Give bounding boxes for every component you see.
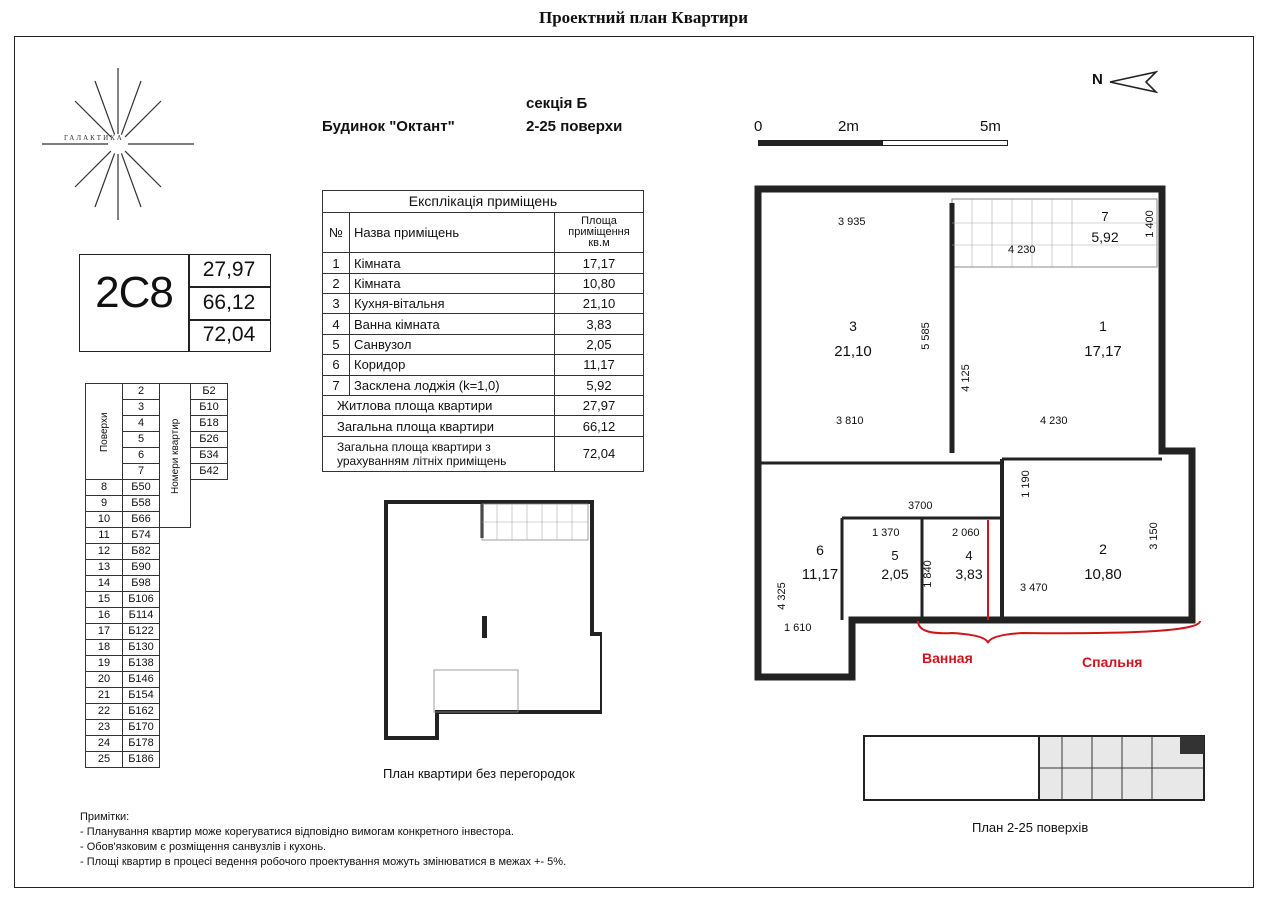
total-name: Загальна площа квартири з урахуванням літніх приміщень xyxy=(323,436,555,471)
room-area: 10,80 xyxy=(1084,566,1122,583)
room-no: 6 xyxy=(323,355,350,375)
floor-number: 18 xyxy=(86,640,123,656)
room-name: Санвузол xyxy=(350,334,555,354)
col-area: Площа приміщення кв.м xyxy=(555,212,644,253)
floor-row xyxy=(86,640,228,656)
floor-number: 21 xyxy=(86,688,123,704)
floor-row xyxy=(86,544,228,560)
room-area: 17,17 xyxy=(555,253,644,273)
room-no: 2 xyxy=(323,273,350,293)
room-area: 17,17 xyxy=(1084,343,1122,360)
room-area: 2,05 xyxy=(555,334,644,354)
room-area: 21,10 xyxy=(834,343,872,360)
col-name: Назва приміщень xyxy=(350,212,555,253)
room-number: 7 xyxy=(1101,209,1109,224)
floor-row xyxy=(86,688,228,704)
dimension-label: 3 810 xyxy=(836,415,864,427)
floor-number: 12 xyxy=(86,544,123,560)
scale-mid: 2m xyxy=(838,118,859,135)
apartment-number: Б170 xyxy=(123,720,160,736)
apartment-number: Б154 xyxy=(123,688,160,704)
dimension-label: 3700 xyxy=(908,500,933,512)
apartment-number: Б42 xyxy=(191,464,228,480)
room-area: 3,83 xyxy=(955,566,983,582)
total-area: 72,04 xyxy=(555,436,644,471)
apartment-number: Б58 xyxy=(123,496,160,512)
scale-bar-fill xyxy=(758,140,883,146)
floor-row xyxy=(86,480,228,496)
dimension-label: 3 470 xyxy=(1020,582,1048,594)
floor-row xyxy=(86,624,228,640)
floor-row xyxy=(86,512,228,528)
floor-row xyxy=(86,656,228,672)
room-area: 5,92 xyxy=(1091,229,1119,245)
apartment-number: Б10 xyxy=(191,400,228,416)
floor-number: 10 xyxy=(86,512,123,528)
room-name: Кухня-вітальня xyxy=(350,294,555,314)
floor-row xyxy=(86,608,228,624)
apartment-number: Б162 xyxy=(123,704,160,720)
room-area: 11,17 xyxy=(801,566,839,583)
floor-overview-plan xyxy=(862,732,1207,804)
floor-number: 8 xyxy=(86,480,123,496)
total-summer-area: 72,04 xyxy=(202,323,256,346)
apartment-number: Б90 xyxy=(123,560,160,576)
floor-number: 20 xyxy=(86,672,123,688)
apartment-number: Б138 xyxy=(123,656,160,672)
code-divider xyxy=(188,319,271,321)
floor-number: 5 xyxy=(123,432,160,448)
dimension-label: 2 060 xyxy=(952,527,980,539)
total-area: 66,12 xyxy=(202,291,256,314)
floor-number: 25 xyxy=(86,752,123,768)
apartment-number: Б130 xyxy=(123,640,160,656)
col-number: № xyxy=(323,212,350,253)
room-no: 4 xyxy=(323,314,350,334)
document-title: Проектний план Квартири xyxy=(538,8,748,27)
dimension-label: 5 585 xyxy=(919,322,932,350)
dimension-label: 1 190 xyxy=(1019,470,1032,498)
room-number: 4 xyxy=(965,548,973,563)
floor-number: 16 xyxy=(86,608,123,624)
logo-text: ГАЛАКТИКА xyxy=(64,134,124,142)
explication-row xyxy=(323,355,644,375)
apartment-number: Б82 xyxy=(123,544,160,560)
dimension-label: 4 125 xyxy=(959,364,972,392)
scale-zero: 0 xyxy=(754,118,763,135)
room-no: 7 xyxy=(323,375,350,395)
floor-number: 14 xyxy=(86,576,123,592)
apartment-number: Б34 xyxy=(191,448,228,464)
explication-row xyxy=(323,314,644,334)
floor-number: 15 xyxy=(86,592,123,608)
apartment-code: 2С8 xyxy=(95,268,173,317)
living-area: 27,97 xyxy=(202,258,256,281)
dimension-label: 4 230 xyxy=(1008,244,1036,256)
explication-row xyxy=(323,273,644,293)
section-label: секція Б xyxy=(526,95,588,112)
floor-row xyxy=(86,560,228,576)
building-name: Будинок "Октант" xyxy=(322,118,455,135)
floor-number: 22 xyxy=(86,704,123,720)
room-number: 3 xyxy=(849,318,857,334)
apartment-number: Б178 xyxy=(123,736,160,752)
code-divider xyxy=(188,286,271,288)
explication-row xyxy=(323,253,644,273)
floor-number: 23 xyxy=(86,720,123,736)
total-area: 27,97 xyxy=(555,396,644,416)
room-number: 6 xyxy=(816,542,824,558)
room-name: Ванна кімната xyxy=(350,314,555,334)
apartment-number: Б122 xyxy=(123,624,160,640)
floor-row xyxy=(86,704,228,720)
dimension-label: 3 150 xyxy=(1147,522,1160,550)
room-area: 21,10 xyxy=(555,294,644,314)
north-label: N xyxy=(1092,71,1103,88)
apartment-number: Б74 xyxy=(123,528,160,544)
room-area: 3,83 xyxy=(555,314,644,334)
dimension-label: 1 400 xyxy=(1143,210,1156,238)
room-area: 2,05 xyxy=(881,566,909,582)
plan-without-partitions xyxy=(382,498,602,743)
floor-number: 9 xyxy=(86,496,123,512)
explication-title: Експлікація приміщень xyxy=(323,191,644,213)
note-item: - Обов'язковим є розміщення санвузлів і кухонь. xyxy=(80,841,327,853)
floor-row xyxy=(86,672,228,688)
room-name: Кімната xyxy=(350,273,555,293)
room-number: 1 xyxy=(1099,318,1107,334)
note-item: - Площі квартир в процесі ведення робочого проектування можуть змінюватися в межах +- 5%. xyxy=(80,856,567,868)
floor-number: 24 xyxy=(86,736,123,752)
col-floors: Поверхи xyxy=(86,384,123,480)
galaktika-logo-icon xyxy=(40,66,196,222)
explication-row xyxy=(323,375,644,395)
floor-row xyxy=(86,752,228,768)
floor-number: 7 xyxy=(123,464,160,480)
total-name: Житлова площа квартири xyxy=(323,396,555,416)
room-number: 5 xyxy=(891,548,899,563)
explication-row xyxy=(323,334,644,354)
red-annotation-bedroom: Спальня xyxy=(1082,654,1143,670)
apartment-number: Б106 xyxy=(123,592,160,608)
total-name: Загальна площа квартири xyxy=(323,416,555,436)
dimension-label: 1 840 xyxy=(921,560,934,588)
apartment-number: Б114 xyxy=(123,608,160,624)
floor-number: 11 xyxy=(86,528,123,544)
apartment-number: Б186 xyxy=(123,752,160,768)
apartment-number: Б66 xyxy=(123,512,160,528)
note-item: - Планування квартир може корегуватися відповідно вимогам конкретного інвестора. xyxy=(80,826,514,838)
floor-number: 2 xyxy=(123,384,160,400)
apartment-number: Б26 xyxy=(191,432,228,448)
floor-row xyxy=(86,592,228,608)
explication-row xyxy=(323,294,644,314)
floor-number: 3 xyxy=(123,400,160,416)
room-name: Засклена лоджія (k=1,0) xyxy=(350,375,555,395)
total-area: 66,12 xyxy=(555,416,644,436)
room-name: Коридор xyxy=(350,355,555,375)
dimension-label: 3 935 xyxy=(838,216,866,228)
notes-title: Примітки: xyxy=(80,811,130,823)
col-apartments: Номери квартир xyxy=(160,384,191,528)
dimension-label: 1 370 xyxy=(872,527,900,539)
dimension-label: 4 230 xyxy=(1040,415,1068,427)
floor-row xyxy=(86,384,228,400)
notes xyxy=(80,810,566,870)
room-number: 2 xyxy=(1099,541,1107,557)
room-area: 5,92 xyxy=(555,375,644,395)
dimension-label: 1 610 xyxy=(784,622,812,634)
explication-total-row xyxy=(323,396,644,416)
apartment-number: Б2 xyxy=(191,384,228,400)
dimension-label: 4 325 xyxy=(775,582,788,610)
explication-table xyxy=(322,190,644,472)
room-no: 3 xyxy=(323,294,350,314)
caption-floor-plan: План 2-25 поверхів xyxy=(972,820,1089,835)
floor-row xyxy=(86,528,228,544)
floor-number: 4 xyxy=(123,416,160,432)
explication-total-row xyxy=(323,416,644,436)
scale-end: 5m xyxy=(980,118,1001,135)
floor-number: 19 xyxy=(86,656,123,672)
floor-row xyxy=(86,576,228,592)
floor-number: 17 xyxy=(86,624,123,640)
floor-plan xyxy=(752,183,1202,683)
room-no: 5 xyxy=(323,334,350,354)
floor-row xyxy=(86,736,228,752)
red-annotation-bath: Ванная xyxy=(922,650,973,666)
floor-row xyxy=(86,720,228,736)
floor-row xyxy=(86,496,228,512)
room-name: Кімната xyxy=(350,253,555,273)
room-area: 10,80 xyxy=(555,273,644,293)
room-area: 11,17 xyxy=(555,355,644,375)
north-arrow-icon xyxy=(1108,70,1158,94)
apartment-number: Б98 xyxy=(123,576,160,592)
caption-no-partitions: План квартири без перегородок xyxy=(383,766,575,781)
floors-table xyxy=(85,383,228,768)
floor-number: 6 xyxy=(123,448,160,464)
apartment-number: Б18 xyxy=(191,416,228,432)
apartment-number: Б50 xyxy=(123,480,160,496)
floors-label: 2-25 поверхи xyxy=(526,118,623,135)
explication-total-row xyxy=(323,436,644,471)
room-no: 1 xyxy=(323,253,350,273)
floor-number: 13 xyxy=(86,560,123,576)
apartment-number: Б146 xyxy=(123,672,160,688)
